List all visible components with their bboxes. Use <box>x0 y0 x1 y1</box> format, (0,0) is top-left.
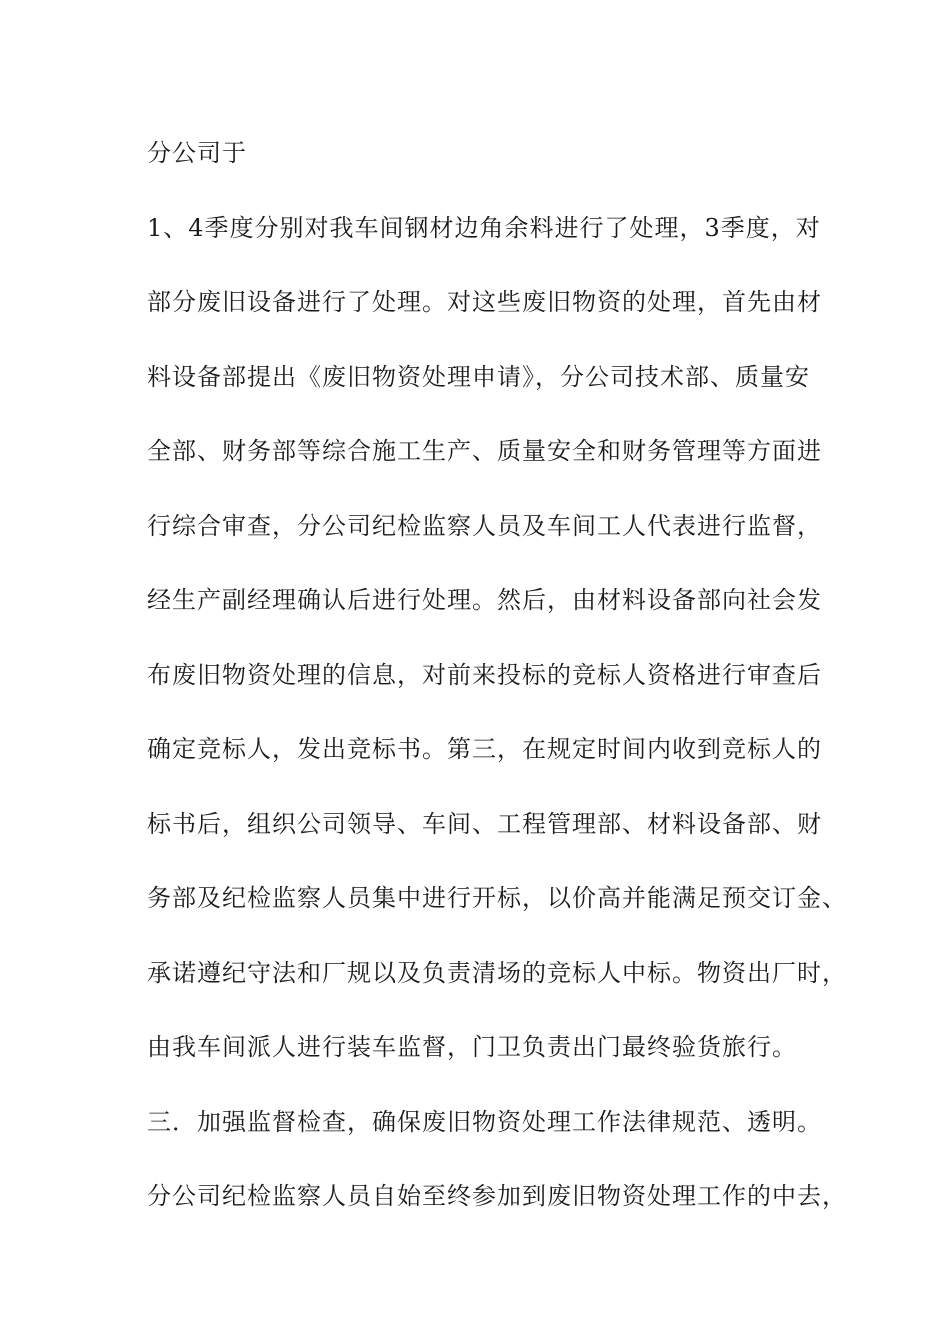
text-line: 经生产副经理确认后进行处理。然后，由材料设备部向社会发 <box>147 586 822 614</box>
text-line: 由我车间派人进行装车监督，门卫负责出门最终验货旅行。 <box>147 1033 797 1061</box>
text-line: 全部、财务部等综合施工生产、质量安全和财务管理等方面进 <box>147 437 822 465</box>
text-line: 承诺遵纪守法和厂规以及负责清场的竞标人中标。物资出厂时， <box>147 959 847 987</box>
text-line: 行综合审查，分公司纪检监察人员及车间工人代表进行监督， <box>147 512 822 540</box>
text-line: 1、4季度分别对我车间钢材边角余料进行了处理，3季度，对 <box>147 214 821 242</box>
text-line: 确定竞标人，发出竞标书。第三，在规定时间内收到竞标人的 <box>147 735 822 763</box>
text-line: 三．加强监督检查，确保废旧物资处理工作法律规范、透明。 <box>147 1108 822 1136</box>
text-line: 标书后，组织公司领导、车间、工程管理部、材料设备部、财 <box>147 810 822 838</box>
text-line: 料设备部提出《废旧物资处理申请》，分公司技术部、质量安 <box>147 363 810 391</box>
text-line: 布废旧物资处理的信息，对前来投标的竞标人资格进行审查后 <box>147 661 822 689</box>
text-line: 分公司纪检监察人员自始至终参加到废旧物资处理工作的中去， <box>147 1182 847 1210</box>
text-line: 务部及纪检监察人员集中进行开标，以价高并能满足预交订金、 <box>147 884 847 912</box>
text-line: 部分废旧设备进行了处理。对这些废旧物资的处理，首先由材 <box>147 288 822 316</box>
text-line: 分公司于 <box>147 139 247 167</box>
